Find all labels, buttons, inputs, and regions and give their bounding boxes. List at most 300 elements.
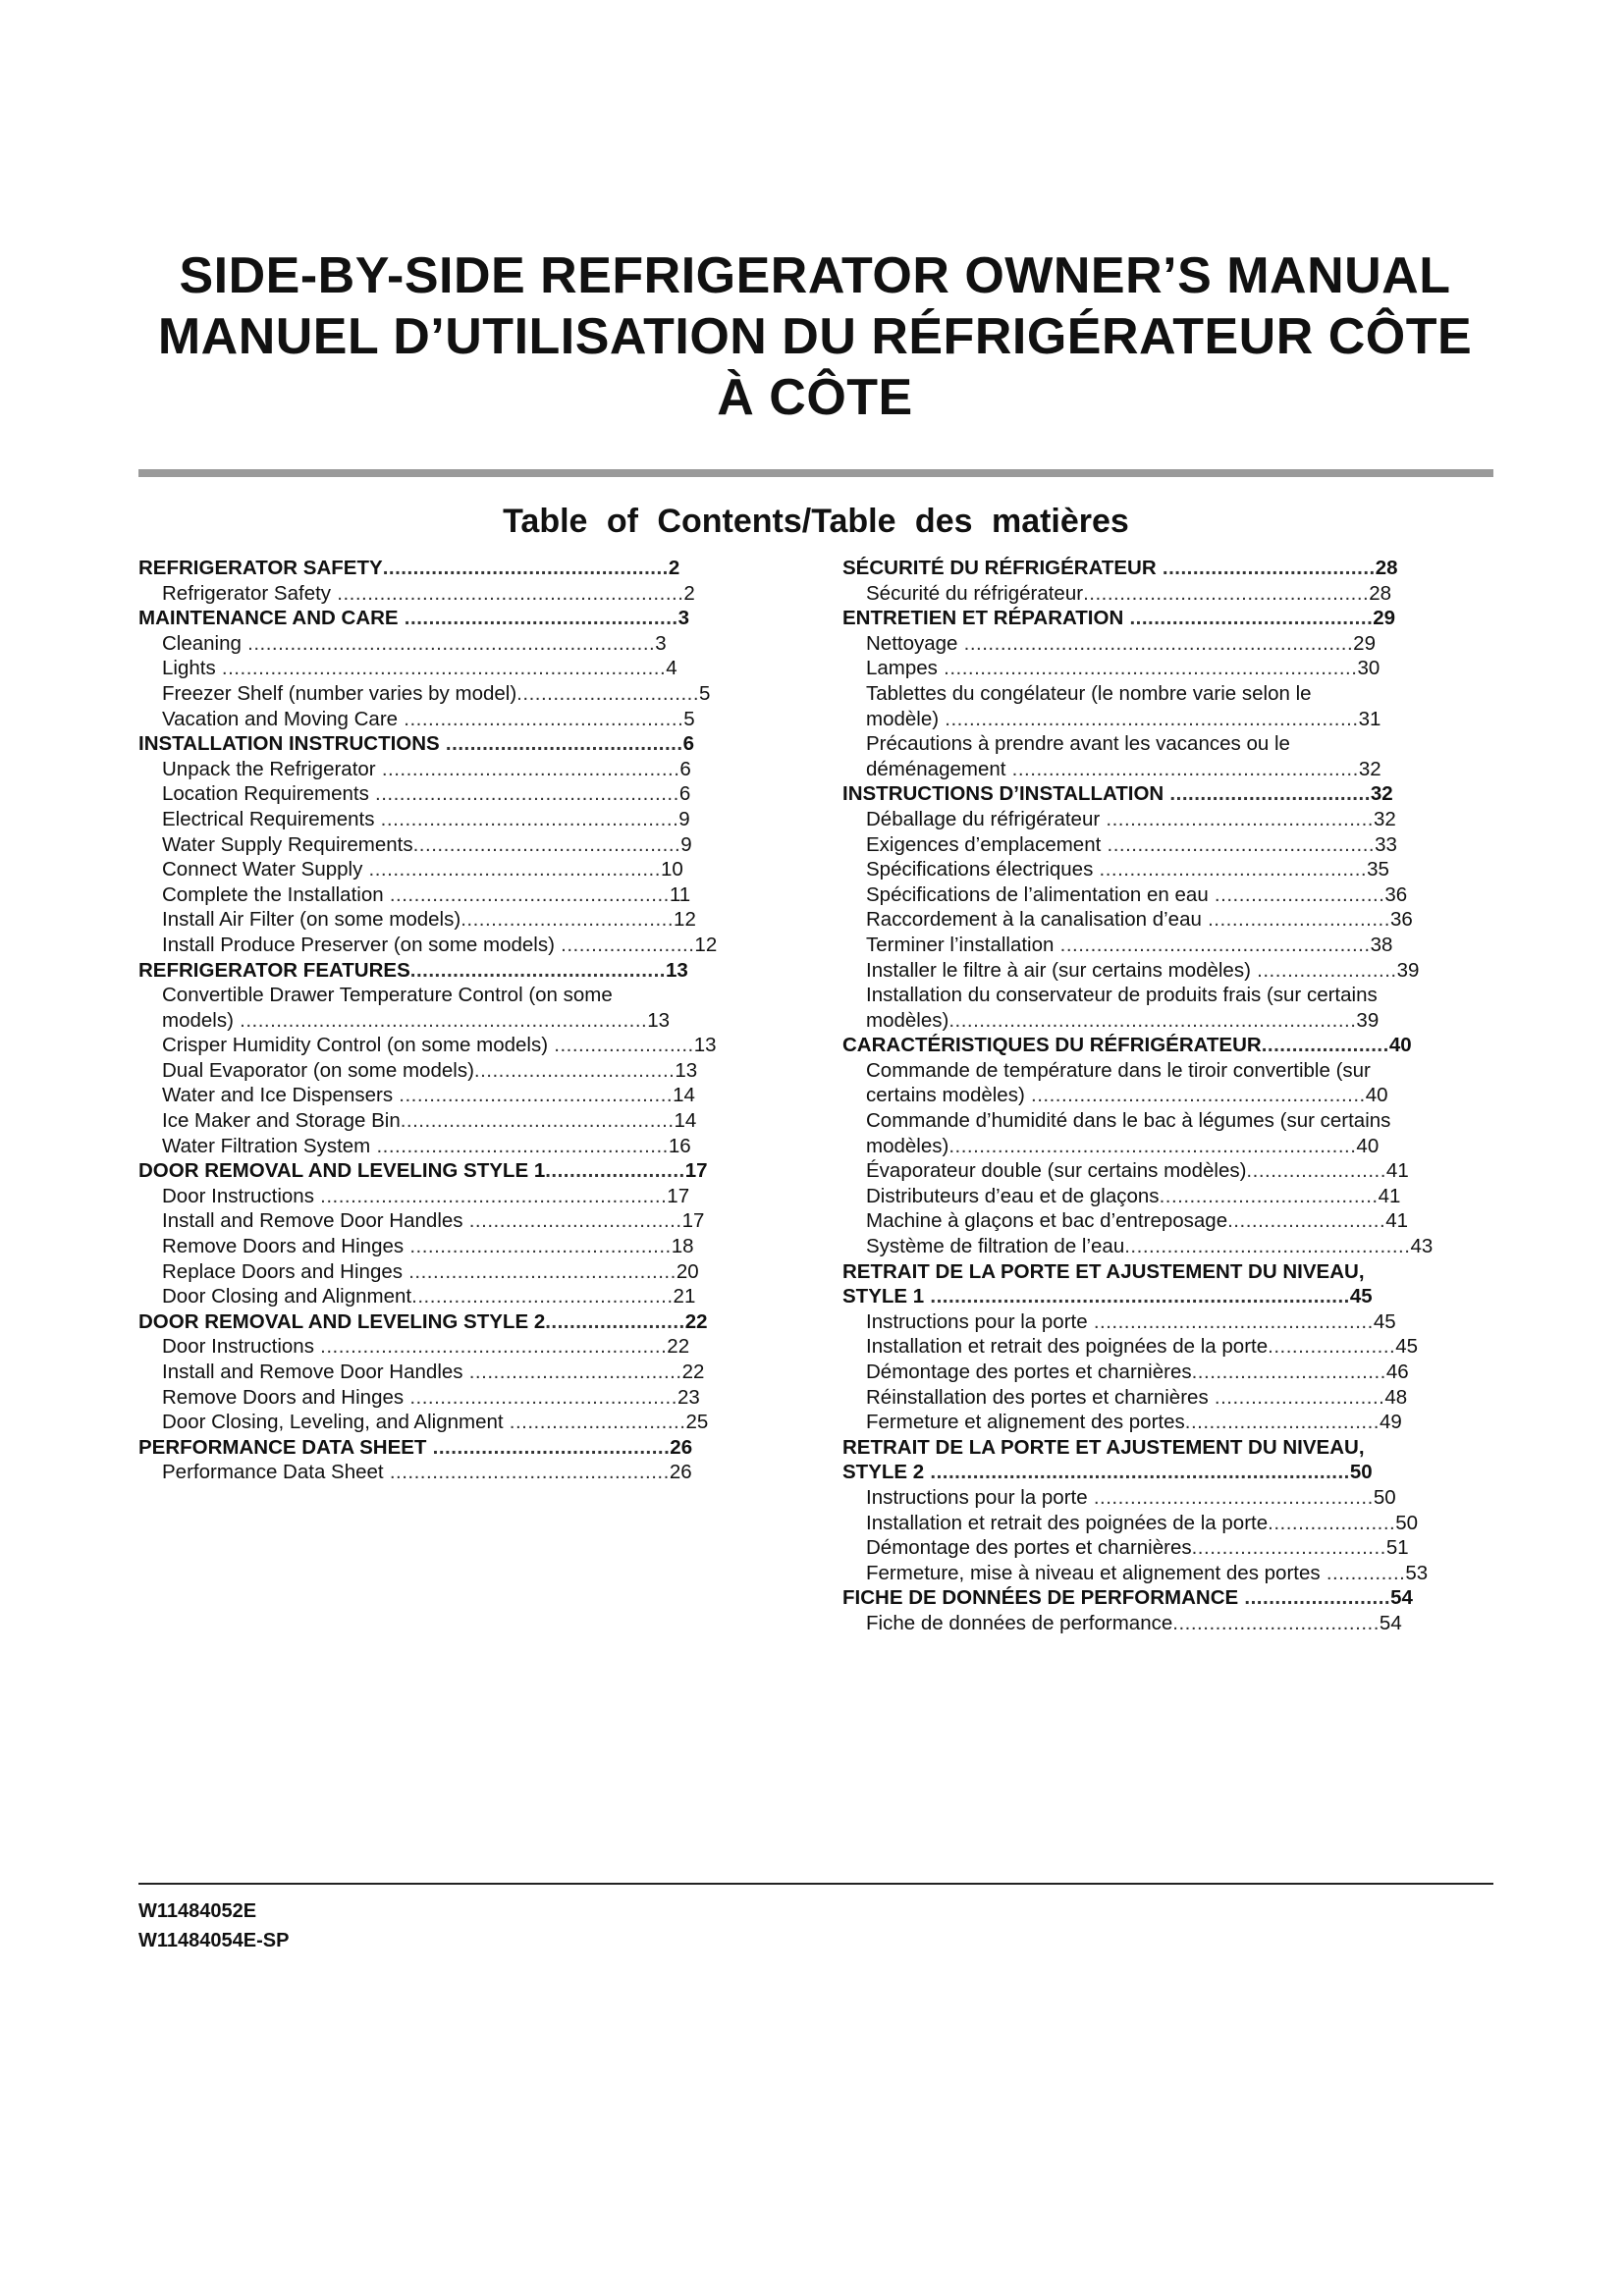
toc-entry-page-number: 21 [673, 1285, 696, 1308]
toc-entry-page-number: 32 [1358, 757, 1381, 780]
toc-entry-label: Nettoyage [866, 631, 958, 655]
toc-leader-dots: ................................................................ [957, 631, 1354, 655]
toc-leader-dots: ................................... [462, 1209, 682, 1233]
toc-subsection-entry[interactable] [842, 1184, 1569, 1209]
toc-leader-dots: ............................................. [400, 1109, 675, 1133]
toc-subsection-entry[interactable] [138, 1008, 845, 1034]
toc-entry-label: CARACTÉRISTIQUES DU RÉFRIGÉRATEUR [842, 1034, 1262, 1057]
toc-entry-label: Door Closing, Leveling, and Alignment [162, 1411, 504, 1434]
toc-subsection-entry[interactable] [138, 1334, 845, 1360]
toc-entry-label: RETRAIT DE LA PORTE ET AJUSTEMENT DU NIVEAU, [842, 1435, 1365, 1459]
toc-entry-label: Instructions pour la porte [866, 1309, 1088, 1333]
toc-leader-dots: ......................................................... [1005, 757, 1359, 780]
toc-section-entry[interactable] [842, 1033, 1569, 1058]
toc-subsection-entry[interactable] [138, 907, 845, 933]
toc-entry-page-number: 39 [1396, 958, 1420, 982]
toc-entry-label: Fermeture et alignement des portes [866, 1411, 1185, 1434]
toc-leader-dots: ............................ [1208, 1385, 1385, 1409]
toc-subsection-entry[interactable] [842, 1058, 1569, 1084]
toc-subsection-entry[interactable] [842, 1108, 1569, 1134]
toc-leader-dots: .................................................................... [939, 707, 1359, 730]
toc-entry-page-number: 2 [683, 581, 695, 605]
toc-subsection-entry[interactable] [138, 581, 845, 607]
toc-subsection-entry[interactable] [842, 807, 1569, 832]
toc-section-entry[interactable] [138, 606, 845, 631]
toc-entry-label: Electrical Requirements [162, 807, 375, 830]
toc-entry-page-number: 30 [1357, 657, 1380, 680]
toc-leader-dots: ....................... [545, 1159, 685, 1183]
toc-leader-dots: ....................................................... [1024, 1084, 1366, 1107]
toc-section-entry[interactable] [842, 606, 1569, 631]
toc-entry-page-number: 49 [1380, 1411, 1402, 1434]
toc-entry-label: Commande d’humidité dans le bac à légumes (sur certains [866, 1109, 1391, 1133]
toc-entry-label: Exigences d’emplacement [866, 832, 1102, 856]
toc-section-entry[interactable] [138, 731, 845, 757]
toc-entry-page-number: 32 [1370, 782, 1393, 806]
toc-leader-dots: ................................................... [1054, 933, 1371, 956]
toc-leader-dots: ....................... [545, 1309, 685, 1333]
toc-leader-dots: ........................................... [411, 1285, 674, 1308]
toc-entry-label: FICHE DE DONNÉES DE PERFORMANCE [842, 1586, 1239, 1610]
toc-entry-label: Complete the Installation [162, 882, 384, 906]
toc-entry-page-number: 36 [1389, 908, 1413, 932]
toc-entry-label: Sécurité du réfrigérateur [866, 581, 1084, 605]
toc-leader-dots: ................................... [1156, 557, 1376, 579]
toc-leader-dots: ................................ [1191, 1361, 1386, 1383]
toc-subsection-entry[interactable] [842, 1511, 1569, 1536]
toc-leader-dots: ................................................ [370, 1134, 669, 1157]
toc-leader-dots: ......................................................................... [215, 657, 667, 680]
toc-subsection-entry[interactable] [138, 983, 845, 1008]
toc-entry-label: Lights [162, 657, 216, 680]
toc-entry-page-number: 6 [679, 757, 691, 780]
toc-entry-page-number: 35 [1367, 858, 1389, 881]
toc-entry-label: Vacation and Moving Care [162, 707, 399, 730]
toc-entry-page-number: 18 [671, 1235, 694, 1258]
toc-subsection-entry[interactable] [842, 731, 1569, 757]
toc-leader-dots: ............................................... [382, 557, 669, 579]
toc-leader-dots: ............................ [1208, 882, 1385, 906]
toc-entry-page-number: 12 [674, 908, 696, 932]
toc-leader-dots: ................................. [1164, 782, 1371, 806]
toc-section-entry[interactable] [138, 958, 845, 984]
toc-entry-page-number: 50 [1373, 1485, 1396, 1509]
toc-entry-label: Installer le filtre à air (sur certains modèles) [866, 958, 1251, 982]
toc-subsection-entry[interactable] [842, 1385, 1569, 1411]
toc-entry-page-number: 3 [655, 631, 667, 655]
toc-entry-page-number: 22 [667, 1335, 690, 1359]
toc-subsection-entry[interactable] [842, 832, 1569, 858]
toc-subsection-entry[interactable] [842, 1334, 1569, 1360]
toc-entry-page-number: 40 [1388, 1034, 1412, 1057]
document-codes [138, 1896, 289, 1955]
toc-entry-page-number: 46 [1385, 1361, 1409, 1383]
toc-leader-dots: ............................................ [1093, 858, 1368, 881]
toc-subsection-entry[interactable] [842, 631, 1569, 657]
toc-leader-dots: ............................................... [1124, 1235, 1411, 1258]
toc-leader-dots: ................................ [1191, 1536, 1386, 1560]
toc-leader-dots: ............. [1320, 1561, 1406, 1584]
toc-entry-label: Terminer l’installation [866, 933, 1055, 956]
toc-entry-label: REFRIGERATOR SAFETY [138, 557, 383, 579]
toc-subsection-entry[interactable] [138, 807, 845, 832]
toc-entry-label: Commande de température dans le tiroir convertible (sur [866, 1058, 1371, 1082]
toc-leader-dots: ....................... [1250, 958, 1397, 982]
toc-subsection-entry[interactable] [138, 707, 845, 732]
toc-subsection-entry[interactable] [138, 933, 845, 958]
toc-subsection-entry[interactable] [138, 757, 845, 782]
toc-subsection-entry[interactable] [842, 656, 1569, 681]
toc-entry-label: Installation et retrait des poignées de la porte [866, 1511, 1269, 1534]
toc-subsection-entry[interactable] [842, 1410, 1569, 1435]
toc-leader-dots: .............................................. [383, 1461, 670, 1484]
toc-subsection-entry[interactable] [842, 707, 1569, 732]
toc-entry-label: Installation et retrait des poignées de la porte [866, 1335, 1269, 1359]
toc-entry-label: Location Requirements [162, 782, 369, 806]
toc-subsection-entry[interactable] [842, 1234, 1569, 1259]
toc-subsection-entry[interactable] [842, 933, 1569, 958]
toc-entry-page-number: 39 [1356, 1008, 1380, 1032]
toc-entry-label: MAINTENANCE AND CARE [138, 607, 399, 630]
toc-entry-page-number: 26 [669, 1461, 692, 1484]
toc-entry-label: certains modèles) [866, 1084, 1025, 1107]
toc-entry-label: modèle) [866, 707, 940, 730]
toc-entry-page-number: 33 [1375, 832, 1397, 856]
toc-subsection-entry[interactable] [138, 656, 845, 681]
toc-entry-page-number: 25 [685, 1411, 709, 1434]
toc-subsection-entry[interactable] [842, 1083, 1569, 1108]
toc-subsection-entry[interactable] [138, 1360, 845, 1385]
toc-entry-label: Distributeurs d’eau et de glaçons [866, 1184, 1160, 1207]
toc-subsection-entry[interactable] [842, 681, 1569, 707]
toc-entry-label: Tablettes du congélateur (le nombre varie selon le [866, 681, 1312, 705]
toc-entry-label: Ice Maker and Storage Bin [162, 1109, 401, 1133]
toc-entry-label: Unpack the Refrigerator [162, 757, 376, 780]
toc-entry-page-number: 50 [1349, 1461, 1373, 1484]
toc-leader-dots: ................................................................... [233, 1008, 648, 1032]
toc-subsection-entry[interactable] [842, 907, 1569, 933]
toc-subsection-entry[interactable] [138, 1284, 845, 1309]
toc-leader-dots: ........................ [1238, 1586, 1391, 1610]
toc-entry-label: Dual Evaporator (on some models) [162, 1058, 474, 1082]
toc-subsection-entry[interactable] [842, 857, 1569, 882]
toc-entry-page-number: 13 [665, 958, 688, 982]
toc-entry-label: Crisper Humidity Control (on some models) [162, 1034, 549, 1057]
toc-entry-page-number: 41 [1378, 1184, 1401, 1207]
toc-entry-label: Replace Doors and Hinges [162, 1259, 403, 1283]
toc-entry-page-number: 4 [666, 657, 677, 680]
toc-entry-label: Cleaning [162, 631, 242, 655]
toc-entry-label: RETRAIT DE LA PORTE ET AJUSTEMENT DU NIVEAU, [842, 1259, 1365, 1283]
toc-entry-label: Démontage des portes et charnières [866, 1536, 1192, 1560]
toc-entry-page-number: 41 [1385, 1209, 1409, 1233]
toc-subsection-entry[interactable] [138, 1058, 845, 1084]
toc-section-entry[interactable] [138, 1435, 845, 1461]
toc-entry-page-number: 17 [684, 1159, 708, 1183]
toc-subsection-entry[interactable] [138, 681, 845, 707]
title-line-1: SIDE-BY-SIDE REFRIGERATOR OWNER’S MANUAL [179, 247, 1451, 304]
toc-leader-dots: ................................................. [375, 757, 680, 780]
toc-entry-label: Install and Remove Door Handles [162, 1209, 463, 1233]
toc-entry-page-number: 54 [1379, 1611, 1402, 1634]
toc-subsection-entry[interactable] [842, 581, 1569, 607]
toc-entry-label: Démontage des portes et charnières [866, 1361, 1192, 1383]
toc-entry-page-number: 54 [1390, 1586, 1413, 1610]
toc-leader-dots: .................................. [1172, 1611, 1380, 1634]
toc-leader-dots: ............................................ [1101, 832, 1376, 856]
toc-section-entry[interactable] [138, 556, 845, 581]
toc-entry-label: INSTRUCTIONS D’INSTALLATION [842, 782, 1164, 806]
toc-subsection-entry[interactable] [138, 1234, 845, 1259]
toc-entry-label: STYLE 2 [842, 1461, 925, 1484]
toc-entry-label: Installation du conservateur de produits frais (sur certains [866, 984, 1378, 1007]
toc-entry-label: Refrigerator Safety [162, 581, 332, 605]
toc-entry-label: Install Produce Preserver (on some models) [162, 933, 555, 956]
toc-entry-page-number: 13 [693, 1034, 717, 1057]
toc-entry-label: Déballage du réfrigérateur [866, 807, 1101, 830]
toc-section-entry[interactable] [842, 781, 1569, 807]
toc-leader-dots: ........................................ [1123, 607, 1374, 630]
toc-entry-page-number: 32 [1374, 807, 1396, 830]
toc-leader-dots: ....................................... [426, 1435, 671, 1459]
toc-entry-label: Water Supply Requirements [162, 832, 413, 856]
toc-entry-label: Door Closing and Alignment [162, 1285, 412, 1308]
toc-subsection-entry[interactable] [138, 1033, 845, 1058]
toc-leader-dots: ................................... [460, 908, 675, 932]
toc-entry-label: déménagement [866, 757, 1006, 780]
toc-entry-page-number: 45 [1395, 1335, 1419, 1359]
toc-leader-dots: .............................................. [1087, 1485, 1374, 1509]
toc-entry-label: Remove Doors and Hinges [162, 1385, 405, 1409]
toc-leader-dots: ................................................................... [241, 631, 656, 655]
toc-entry-page-number: 31 [1358, 707, 1381, 730]
toc-entry-page-number: 9 [678, 807, 690, 830]
toc-entry-label: Connect Water Supply [162, 858, 363, 881]
toc-entry-page-number: 29 [1353, 631, 1376, 655]
toc-entry-label: PERFORMANCE DATA SHEET [138, 1435, 427, 1459]
toc-section-entry[interactable] [138, 1158, 845, 1184]
toc-entry-page-number: 48 [1384, 1385, 1408, 1409]
toc-subsection-entry[interactable] [842, 983, 1569, 1008]
toc-subsection-entry[interactable] [138, 1259, 845, 1285]
toc-leader-dots: ......................................................... [313, 1335, 668, 1359]
toc-entry-page-number: 45 [1373, 1309, 1396, 1333]
toc-entry-label: Spécifications électriques [866, 858, 1094, 881]
toc-leader-dots: ............................................. [398, 607, 678, 630]
toc-section-entry[interactable] [842, 1435, 1569, 1461]
toc-subsection-entry[interactable] [138, 631, 845, 657]
toc-entry-page-number: 13 [647, 1008, 671, 1032]
toc-leader-dots: ....................... [548, 1034, 694, 1057]
toc-entry-label: STYLE 1 [842, 1285, 925, 1308]
toc-section-entry[interactable] [842, 1460, 1569, 1485]
toc-entry-label: Réinstallation des portes et charnières [866, 1385, 1209, 1409]
toc-subsection-entry[interactable] [842, 1208, 1569, 1234]
toc-leader-dots: ........................................... [404, 1235, 672, 1258]
toc-entry-page-number: 14 [674, 1109, 697, 1133]
toc-leader-dots: ..................................................................... [924, 1461, 1350, 1484]
toc-entry-label: Water and Ice Dispensers [162, 1084, 394, 1107]
toc-entry-page-number: 20 [676, 1259, 699, 1283]
toc-entry-page-number: 28 [1375, 557, 1398, 579]
toc-leader-dots: ............................................ [403, 1259, 677, 1283]
toc-subsection-entry[interactable] [842, 1485, 1569, 1511]
toc-entry-page-number: 38 [1370, 933, 1393, 956]
toc-leader-dots: ................................................ [362, 858, 661, 881]
toc-entry-page-number: 40 [1356, 1134, 1380, 1157]
toc-leader-dots: ....................... [1246, 1159, 1386, 1183]
toc-subsection-entry[interactable] [842, 1008, 1569, 1034]
toc-entry-label: REFRIGERATOR FEATURES [138, 958, 410, 982]
toc-subsection-entry[interactable] [138, 832, 845, 858]
toc-entry-page-number: 17 [681, 1209, 705, 1233]
toc-entry-page-number: 45 [1349, 1285, 1373, 1308]
toc-entry-label: DOOR REMOVAL AND LEVELING STYLE 2 [138, 1309, 546, 1333]
document-code-english: W11484052E [138, 1900, 257, 1922]
toc-column-french [842, 556, 1569, 1636]
title-divider [138, 469, 1493, 477]
toc-leader-dots: ..................... [1261, 1034, 1389, 1057]
toc-leader-dots: ................................................................... [948, 1134, 1357, 1157]
toc-leader-dots: .................................................. [368, 782, 679, 806]
toc-leader-dots: ..................... [1268, 1511, 1396, 1534]
toc-entry-page-number: 11 [669, 882, 691, 906]
toc-entry-page-number: 2 [668, 557, 680, 579]
toc-entry-page-number: 50 [1395, 1511, 1419, 1534]
toc-entry-label: Fermeture, mise à niveau et alignement des portes [866, 1561, 1321, 1584]
toc-leader-dots: .............................. [1201, 908, 1390, 932]
toc-leader-dots: .............................................. [1087, 1309, 1374, 1333]
toc-entry-page-number: 5 [699, 681, 711, 705]
toc-leader-dots: ......................................................... [331, 581, 684, 605]
toc-leader-dots: ................................... [462, 1361, 682, 1383]
toc-subsection-entry[interactable] [842, 958, 1569, 984]
toc-section-entry[interactable] [842, 1585, 1569, 1611]
toc-entry-page-number: 36 [1384, 882, 1408, 906]
toc-subsection-entry[interactable] [842, 1360, 1569, 1385]
toc-entry-label: modèles) [866, 1008, 949, 1032]
toc-entry-page-number: 10 [660, 858, 683, 881]
toc-entry-label: Door Instructions [162, 1184, 314, 1207]
toc-entry-label: INSTALLATION INSTRUCTIONS [138, 732, 440, 756]
toc-subsection-entry[interactable] [138, 1108, 845, 1134]
toc-entry-label: DOOR REMOVAL AND LEVELING STYLE 1 [138, 1159, 546, 1183]
toc-entry-page-number: 9 [680, 832, 692, 856]
toc-leader-dots: ............................................. [393, 1084, 674, 1107]
toc-entry-label: modèles) [866, 1134, 949, 1157]
toc-subsection-entry[interactable] [138, 1385, 845, 1411]
toc-subsection-entry[interactable] [138, 1134, 845, 1159]
toc-entry-label: Lampes [866, 657, 938, 680]
toc-leader-dots: ............................................ [404, 1385, 677, 1409]
toc-subsection-entry[interactable] [842, 1158, 1569, 1184]
toc-entry-page-number: 22 [681, 1361, 705, 1383]
toc-entry-label: Précautions à prendre avant les vacances ou le [866, 732, 1290, 756]
toc-entry-page-number: 43 [1410, 1235, 1434, 1258]
toc-subsection-entry[interactable] [842, 757, 1569, 782]
toc-entry-label: Water Filtration System [162, 1134, 371, 1157]
toc-entry-page-number: 6 [682, 732, 694, 756]
toc-entry-label: Système de filtration de l’eau [866, 1235, 1125, 1258]
toc-leader-dots: ............................................ [1100, 807, 1374, 830]
toc-entry-label: Freezer Shelf (number varies by model) [162, 681, 517, 705]
toc-leader-dots: ..................... [1268, 1335, 1396, 1359]
toc-entry-page-number: 5 [683, 707, 695, 730]
toc-leader-dots: ............................. [503, 1411, 686, 1434]
title-line-3: À CÔTE [717, 369, 913, 426]
toc-subsection-entry[interactable] [138, 857, 845, 882]
toc-subsection-entry[interactable] [842, 882, 1569, 908]
toc-entry-page-number: 16 [668, 1134, 691, 1157]
toc-entry-label: SÉCURITÉ DU RÉFRIGÉRATEUR [842, 557, 1157, 579]
toc-entry-page-number: 29 [1373, 607, 1396, 630]
toc-subsection-entry[interactable] [138, 882, 845, 908]
toc-subsection-entry[interactable] [842, 1134, 1569, 1159]
document-code-spanish: W11484054E-SP [138, 1930, 290, 1951]
toc-subsection-entry[interactable] [842, 1611, 1569, 1636]
toc-leader-dots: ...................... [554, 933, 695, 956]
toc-entry-label: Raccordement à la canalisation d’eau [866, 908, 1202, 932]
toc-entry-label: Install and Remove Door Handles [162, 1361, 463, 1383]
toc-section-entry[interactable] [842, 1284, 1569, 1309]
toc-entry-page-number: 40 [1365, 1084, 1388, 1107]
toc-entry-label: Install Air Filter (on some models) [162, 908, 461, 932]
toc-subsection-entry[interactable] [138, 1208, 845, 1234]
toc-entry-page-number: 51 [1385, 1536, 1409, 1560]
toc-heading: Table of Contents/Table des matières [503, 503, 1129, 540]
toc-entry-page-number: 53 [1405, 1561, 1429, 1584]
toc-entry-page-number: 26 [670, 1435, 693, 1459]
toc-subsection-entry[interactable] [138, 1184, 845, 1209]
toc-section-entry[interactable] [842, 556, 1569, 581]
toc-entry-label: Évaporateur double (sur certains modèles) [866, 1159, 1247, 1183]
toc-entry-page-number: 17 [667, 1184, 690, 1207]
toc-subsection-entry[interactable] [138, 1083, 845, 1108]
toc-section-entry[interactable] [842, 1259, 1569, 1285]
toc-leader-dots: ................................ [1184, 1411, 1380, 1434]
toc-leader-dots: ................................................. [374, 807, 679, 830]
toc-entry-label: Convertible Drawer Temperature Control (on some [162, 984, 613, 1007]
toc-section-entry[interactable] [138, 1309, 845, 1335]
toc-subsection-entry[interactable] [842, 1535, 1569, 1561]
toc-subsection-entry[interactable] [138, 1460, 845, 1485]
toc-subsection-entry[interactable] [138, 781, 845, 807]
toc-leader-dots: .................................... [1159, 1184, 1379, 1207]
toc-entry-page-number: 22 [684, 1309, 708, 1333]
toc-leader-dots: ............................................ [412, 832, 681, 856]
toc-leader-dots: .............................................. [383, 882, 670, 906]
toc-entry-page-number: 41 [1385, 1159, 1409, 1183]
toc-entry-label: ENTRETIEN ET RÉPARATION [842, 607, 1124, 630]
toc-leader-dots: .............................................. [398, 707, 684, 730]
toc-entry-label: Instructions pour la porte [866, 1485, 1088, 1509]
toc-entry-label: models) [162, 1008, 234, 1032]
toc-leader-dots: ......................................................... [313, 1184, 668, 1207]
toc-entry-page-number: 28 [1369, 581, 1392, 605]
toc-entry-label: Performance Data Sheet [162, 1461, 384, 1484]
footer-divider [138, 1883, 1493, 1885]
toc-subsection-entry[interactable] [842, 1561, 1569, 1586]
toc-leader-dots: ................................. [473, 1058, 676, 1082]
toc-leader-dots: .................................................................... [937, 657, 1358, 680]
toc-entry-page-number: 14 [673, 1084, 695, 1107]
toc-entry-page-number: 23 [677, 1385, 700, 1409]
manual-title [137, 245, 1492, 428]
toc-entry-page-number: 13 [675, 1058, 698, 1082]
toc-subsection-entry[interactable] [138, 1410, 845, 1435]
toc-subsection-entry[interactable] [842, 1309, 1569, 1335]
toc-leader-dots: ....................................... [439, 732, 683, 756]
